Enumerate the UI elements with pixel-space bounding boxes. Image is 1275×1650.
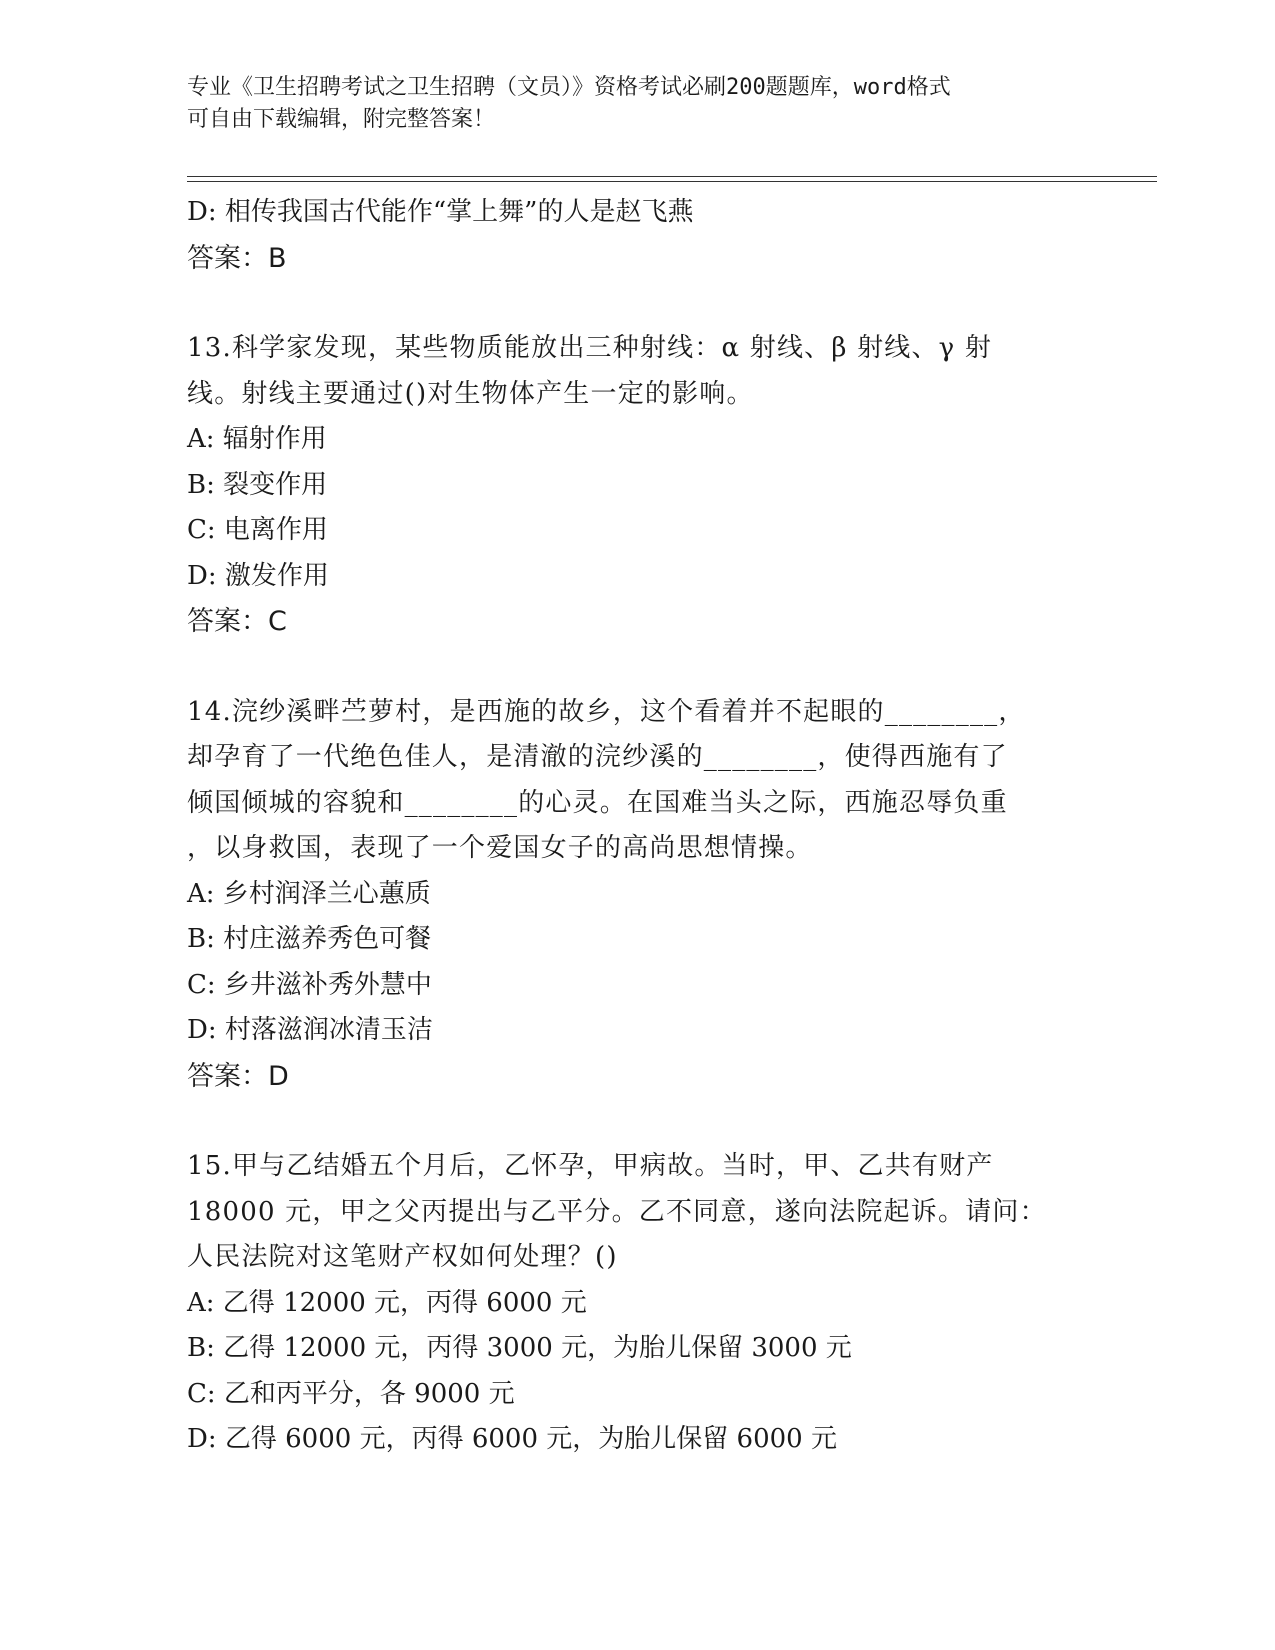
option-a: A: 乡村润泽兰心蕙质 — [187, 878, 431, 909]
option-d: D: 相传我国古代能作“掌上舞”的人是赵飞燕 — [187, 197, 694, 227]
question-stem-line: 倾国倾城的容貌和________的心灵。在国难当头之际，西施忍辱负重 — [187, 787, 1008, 818]
document-header — [187, 72, 1087, 136]
question-13 — [187, 326, 1067, 645]
header-line: 专业《卫生招聘考试之卫生招聘（文员）》资格考试必刷200题题库，word格式 — [187, 75, 951, 100]
question-list — [187, 190, 1067, 1463]
question-stem-line: ，以身救国，表现了一个爱国女子的高尚思想情操。 — [187, 833, 813, 863]
option-d: D: 激发作用 — [187, 560, 329, 591]
option-b: B: 村庄滋养秀色可餐 — [187, 924, 432, 954]
question-15 — [187, 1144, 1067, 1463]
question-stem-line: 人民法院对这笔财产权如何处理？() — [187, 1242, 618, 1272]
question-stem-line: 14.浣纱溪畔苎萝村，是西施的故乡，这个看着并不起眼的________， — [187, 696, 1026, 727]
option-d: D: 村落滋润冰清玉洁 — [187, 1015, 433, 1045]
header-rule — [187, 181, 1157, 182]
option-c: C: 乙和丙平分，各 9000 元 — [187, 1378, 515, 1409]
answer-line: 答案：D — [187, 1060, 289, 1092]
option-b: B: 裂变作用 — [187, 469, 328, 500]
question-stem-line: 15.甲与乙结婚五个月后，乙怀孕，甲病故。当时，甲、乙共有财产 — [187, 1151, 994, 1181]
question-stem-line: 却孕育了一代绝色佳人，是清澈的浣纱溪的________，使得西施有了 — [187, 742, 1008, 772]
option-c: C: 乡井滋补秀外慧中 — [187, 969, 432, 1000]
option-b: B: 乙得 12000 元，丙得 3000 元，为胎儿保留 3000 元 — [187, 1333, 852, 1363]
question-stem-line: 13.科学家发现，某些物质能放出三种射线：α 射线、β 射线、γ 射 — [187, 333, 993, 363]
option-c: C: 电离作用 — [187, 515, 328, 545]
header-rule — [187, 176, 1157, 177]
header-line: 可自由下载编辑，附完整答案！ — [187, 107, 496, 132]
answer-line: 答案：C — [187, 606, 287, 637]
option-d: D: 乙得 6000 元，丙得 6000 元，为胎儿保留 6000 元 — [187, 1424, 837, 1454]
option-a: A: 乙得 12000 元，丙得 6000 元 — [187, 1287, 587, 1318]
answer-line: 答案：B — [187, 242, 287, 274]
question-stem-line: 线。射线主要通过()对生物体产生一定的影响。 — [187, 378, 754, 409]
question-14 — [187, 690, 1067, 1100]
question-stem-line: 18000 元，甲之父丙提出与乙平分。乙不同意，遂向法院起诉。请问： — [187, 1196, 1047, 1227]
option-a: A: 辐射作用 — [187, 424, 327, 454]
